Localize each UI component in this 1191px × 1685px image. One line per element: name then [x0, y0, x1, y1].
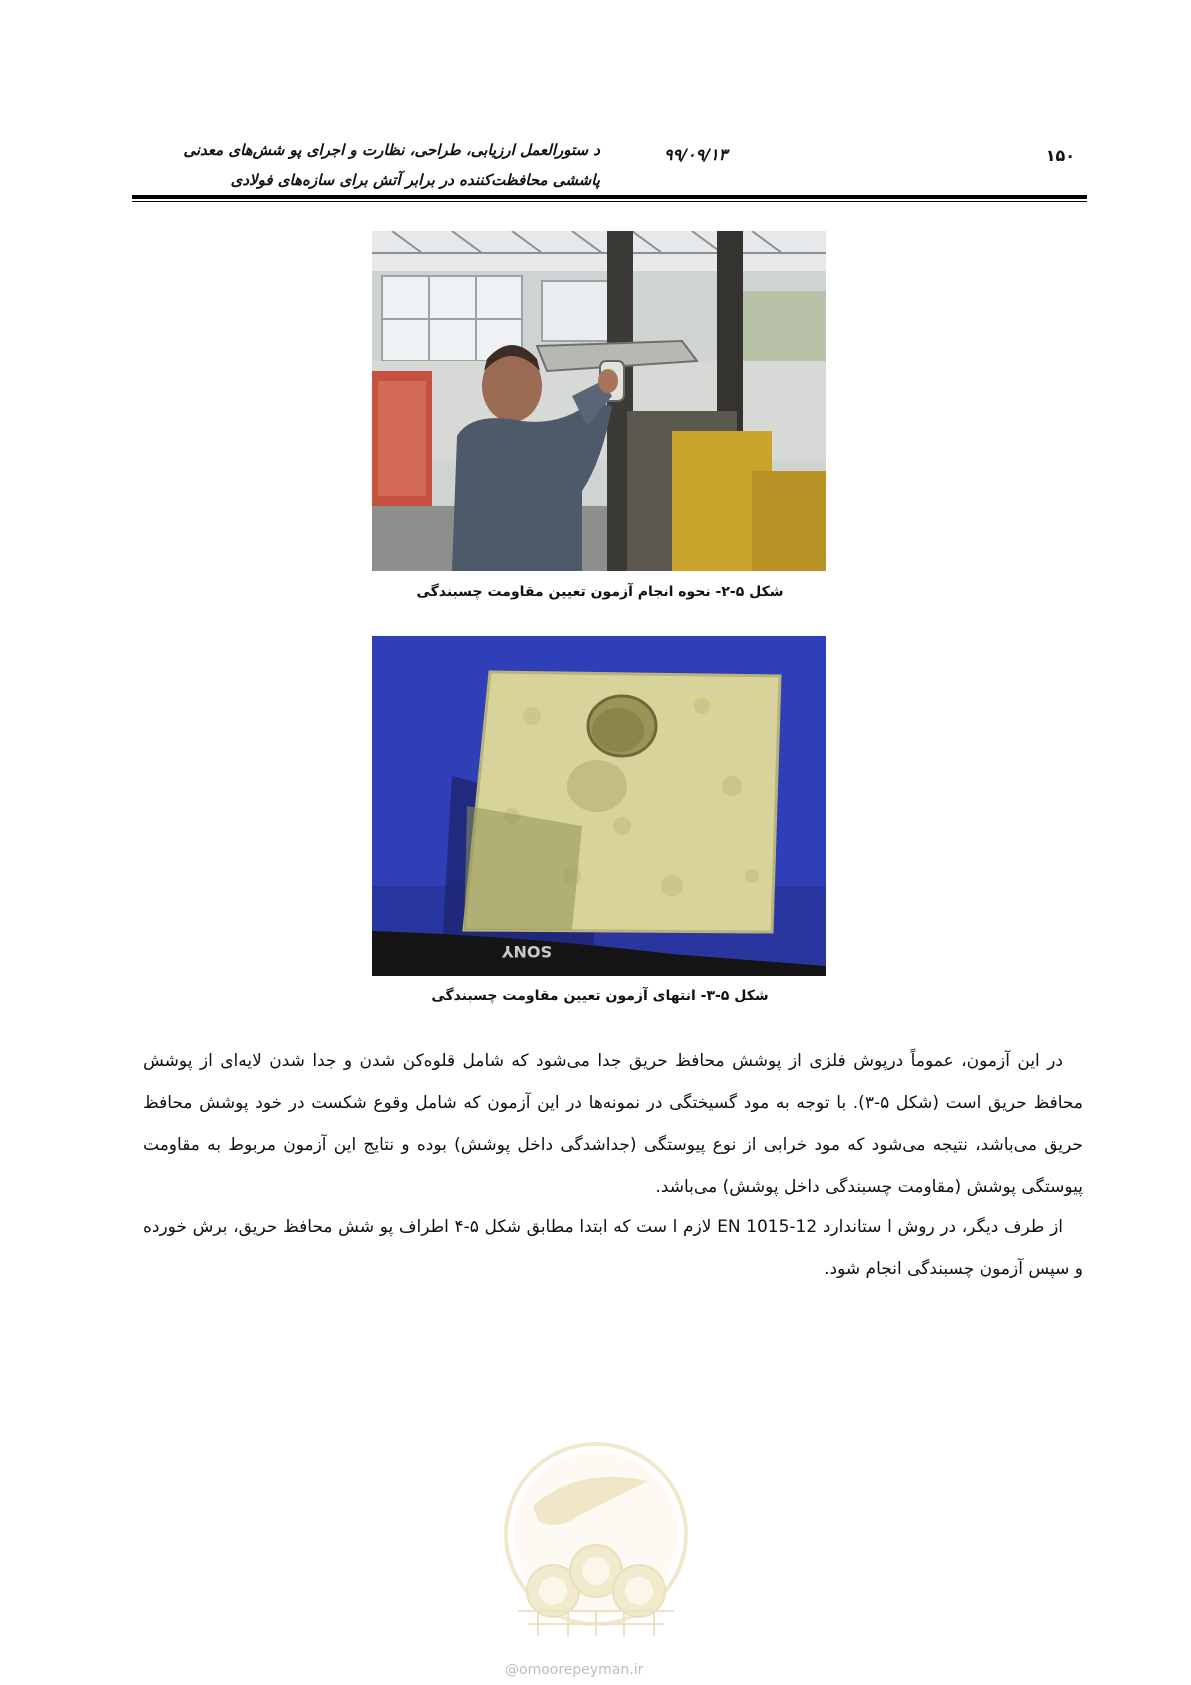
adhesion-test-result-photo — [372, 636, 826, 976]
body-paragraph-2 — [143, 1206, 1083, 1290]
page-number: ۱۵۰ — [1045, 146, 1075, 165]
figure-adhesion-test-photo — [372, 231, 826, 571]
paragraph-1-text: در این آزمون، عموماً درپوش فلزی از پوشش محافظ حریق جدا می‌شود که شامل قلوه‌کن شدن و جدا شدن لایه‌ای از پوشش محافظ حریق است (شکل ۵-۳). با توجه به مود گسیختگی در نمونه‌ها در این آزمون که شامل وقوع شکست در خود پوشش محافظ حریق می‌باشد، نتیجه می‌شود که مود خرابی از نوع پیوستگی (جداشدگی داخل پوشش) بوده و نتایج این آزمون مربوط به مقاومت پیوستگی پوشش (مقاومت چسبندگی داخل پوشش) می‌باشد. — [143, 1051, 1083, 1197]
header-rule-thin — [132, 201, 1087, 202]
header-title — [140, 135, 600, 195]
watermark-logo — [498, 1436, 694, 1646]
header-title-line2: پاششی محافظت‌کننده در برابر آتش برای سازه‌های فولادی — [230, 171, 600, 189]
tape-sony-label: SONY — [501, 942, 552, 961]
body-paragraph-1 — [143, 1040, 1083, 1208]
seal-icon — [498, 1436, 694, 1646]
header-title-line1: د ستورالعمل ارزیابی، طراحی، نظارت و اجرای پو شش‌های معدنی — [183, 141, 600, 159]
page-header — [132, 125, 1087, 195]
figure-adhesion-test-result-photo — [372, 636, 826, 976]
adhesion-test-photo — [372, 231, 826, 571]
figure-caption-2: شکل ۵-۳- انتهای آزمون تعیین مقاومت چسبندگی — [431, 988, 769, 1004]
figure-caption-1: شکل ۵-۲- نحوه انجام آزمون تعیین مقاومت چسبندگی — [416, 584, 784, 600]
header-date: ۹۹/۰۹/۱۳ — [664, 145, 728, 164]
header-rule-thick — [132, 195, 1087, 199]
watermark-url: @omoorepeyman.ir — [505, 1662, 644, 1678]
paragraph-2-text: از طرف دیگر، در روش ا ستاندارد EN 1015-12 لازم ا ست که ابتدا مطابق شکل ۵-۴ اطراف پو شش محافظ حریق، برش خورده و سپس آزمون چسبندگی انجام شود. — [143, 1217, 1083, 1279]
